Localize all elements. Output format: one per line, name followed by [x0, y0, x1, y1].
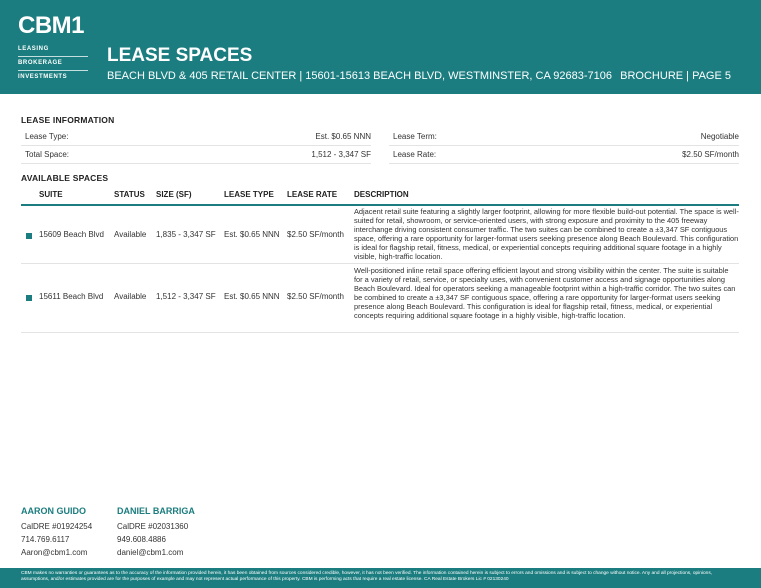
- cell-lease-type: Est. $0.65 NNN: [224, 230, 280, 239]
- cell-status: Available: [114, 230, 147, 239]
- info-value: $2.50 SF/month: [682, 150, 739, 159]
- cell-lease-rate: $2.50 SF/month: [287, 292, 344, 301]
- disclaimer-footer: [0, 568, 761, 588]
- cell-lease-type: Est. $0.65 NNN: [224, 292, 280, 301]
- info-label: Lease Rate:: [393, 150, 437, 159]
- page-header: [0, 0, 761, 94]
- info-value: Est. $0.65 NNN: [315, 132, 371, 141]
- col-size: SIZE (SF): [156, 190, 192, 199]
- logo-mark: CBM1: [18, 12, 85, 39]
- agent-license: CalDRE #01924254: [21, 522, 93, 531]
- cell-description: Well-positioned inline retail space offering efficient layout and strong visibility within the center. The suite is suitable for a variety of retail, service, or specialty uses, with convenient customer access and signage opportunities along Beach Boulevard. Ideal for operators seeking a manageable footprint within a high-traffic corridor. The two suites can be combined to create a ±3,347 SF contiguous space, offering a rare opportunity for larger-format users seeking presence along Beach Boulevard. This configuration is ideal for flagship retail, fitness, medical, or experiential concepts requiring additional square footage in a highly visible, high-traffic location.: [354, 266, 736, 320]
- info-row-total-space: [21, 146, 371, 164]
- cbm1-logo[interactable]: [18, 13, 88, 85]
- col-lease-type: LEASE TYPE: [224, 190, 274, 199]
- page-indicator: BROCHURE | PAGE 5: [620, 70, 731, 82]
- logo-line-brokerage: BROKERAGE: [18, 57, 88, 71]
- cell-status: Available: [114, 292, 147, 301]
- cell-suite: 15609 Beach Blvd: [39, 230, 104, 239]
- property-address: BEACH BLVD & 405 RETAIL CENTER | 15601-15613 BEACH BLVD, WESTMINSTER, CA 92683-7106: [107, 70, 612, 82]
- disclaimer-text: CBM makes no warranties or guarantees as to the accuracy of the information provided herein, it has been obtained from sources considered credible, however, it has not been verified. The information contained herein is subject to errors and omissions and is subject to change without notice. Any and all projections, opinions, assumptions, and/or estimates provided are for the purposes of example and may not represent actual performance of this property. CBM is performing acts that require a real estate license. CA Real Estate Brokers Lic # 02130240: [21, 571, 713, 582]
- col-lease-rate: LEASE RATE: [287, 190, 338, 199]
- agent-phone[interactable]: 714.769.6117: [21, 535, 70, 544]
- logo-line-investments: INVESTMENTS: [18, 74, 68, 80]
- table-row: [21, 265, 739, 333]
- info-row-lease-type: [21, 128, 371, 146]
- agent-license: CalDRE #02031360: [117, 522, 189, 531]
- agent-card: [21, 505, 92, 559]
- cell-lease-rate: $2.50 SF/month: [287, 230, 344, 239]
- table-row: [21, 206, 739, 264]
- lease-info-title: LEASE INFORMATION: [21, 115, 115, 125]
- col-suite: SUITE: [39, 190, 63, 199]
- page-title: LEASE SPACES: [107, 45, 253, 66]
- bullet-icon: [26, 233, 32, 239]
- agent-phone[interactable]: 949.608.4886: [117, 535, 166, 544]
- available-spaces-title: AVAILABLE SPACES: [21, 173, 109, 183]
- cell-size: 1,512 - 3,347 SF: [156, 292, 216, 301]
- cell-suite: 15611 Beach Blvd: [39, 292, 104, 301]
- agent-name: DANIEL BARRIGA: [117, 506, 195, 516]
- info-row-lease-term: [389, 128, 739, 146]
- info-value: 1,512 - 3,347 SF: [311, 150, 371, 159]
- col-status: STATUS: [114, 190, 145, 199]
- logo-line-leasing: LEASING: [18, 43, 88, 57]
- logo-tagline: [18, 43, 88, 85]
- bullet-icon: [26, 295, 32, 301]
- agent-name: AARON GUIDO: [21, 506, 86, 516]
- info-row-lease-rate: [389, 146, 739, 164]
- agent-card: [117, 505, 195, 559]
- info-label: Total Space:: [25, 150, 70, 159]
- info-value: Negotiable: [700, 132, 739, 141]
- agent-email[interactable]: daniel@cbm1.com: [117, 548, 184, 557]
- cell-size: 1,835 - 3,347 SF: [156, 230, 216, 239]
- info-label: Lease Type:: [25, 132, 69, 141]
- info-label: Lease Term:: [393, 132, 437, 141]
- cell-description: Adjacent retail suite featuring a slightly larger footprint, allowing for more flexible build-out potential. The space is well-suited for retail, showroom, or service-oriented users, with strong exposure and proximity to the 405 freeway interchange driving consistent consumer traffic. The two suites can be combined to create a ±3,347 SF contiguous space, offering a rare opportunity for larger-format users seeking presence along Beach Boulevard. This configuration is ideal for flagship retail, fitness, medical, or experiential concepts requiring additional square footage in a highly visible, high-traffic location.: [354, 207, 739, 261]
- agent-email[interactable]: Aaron@cbm1.com: [21, 548, 88, 557]
- col-description: DESCRIPTION: [354, 190, 409, 199]
- spaces-table-header: [21, 187, 739, 206]
